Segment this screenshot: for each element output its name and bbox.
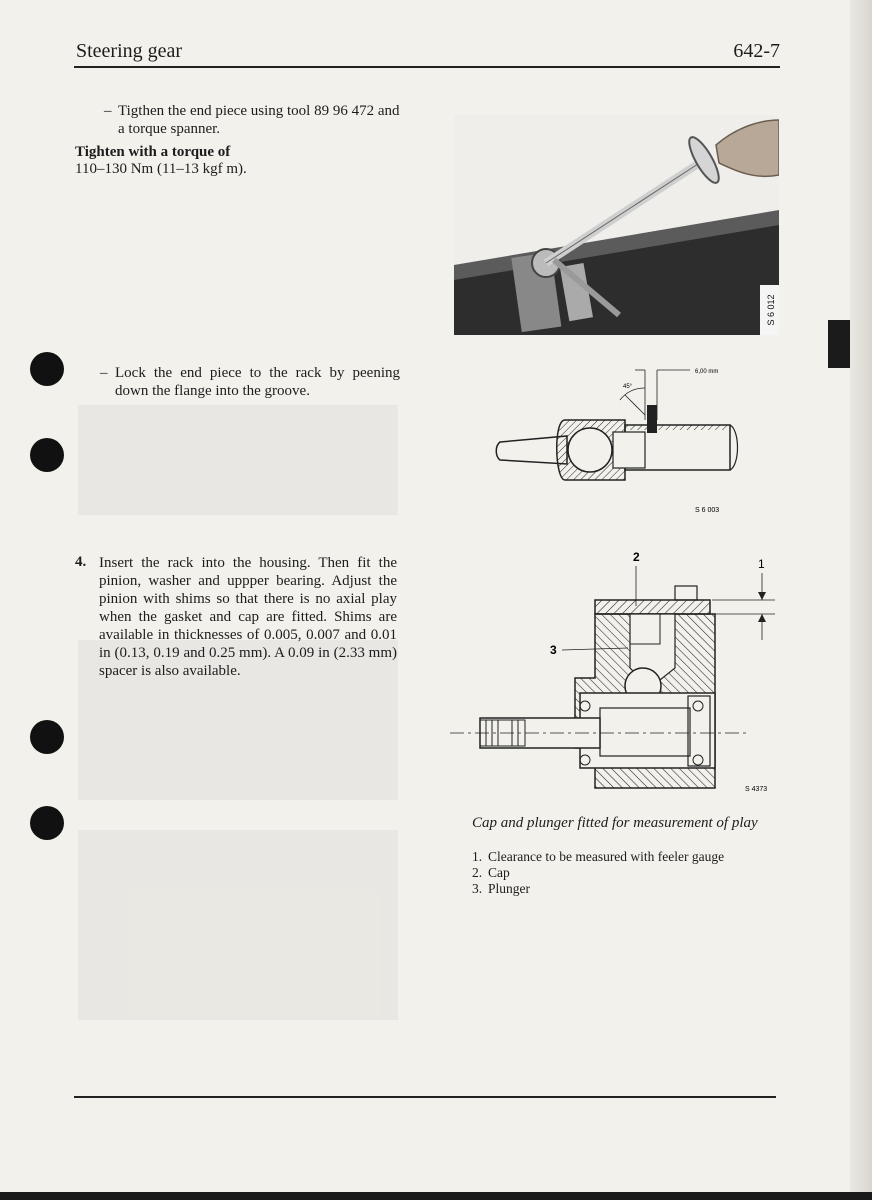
thumb-index-tab bbox=[828, 320, 850, 368]
figure-caption: Cap and plunger fitted for measurement of play bbox=[472, 815, 758, 831]
legend-item: 1. Clearance to be measured with feeler gauge bbox=[472, 849, 725, 864]
diagram-code: S 6 003 bbox=[695, 507, 720, 514]
callout-2: 2 bbox=[633, 550, 640, 564]
figure-legend bbox=[472, 849, 724, 897]
photo-code: S 6 012 bbox=[766, 294, 776, 326]
header-rule bbox=[74, 66, 780, 68]
page-edge bbox=[850, 0, 872, 1200]
page-title: Steering gear bbox=[76, 40, 183, 62]
page-bottom-edge bbox=[0, 1192, 872, 1200]
step-tighten-text: Tigthen the end piece using tool 89 96 472 and a torque spanner. bbox=[118, 103, 400, 137]
dimension-label: 6,00 mm bbox=[695, 369, 719, 375]
angle-label: 45° bbox=[623, 384, 633, 390]
step4-text: Insert the rack into the housing. Then fit the pinion, washer and uppper bearing. Adjust the pinion with shims so that there is no axial play when the gasket and cap are fitted. Shims are available in thicknesses of 0.005, 0.007 and 0.01 in (0.13, 0.19 and 0.25 mm). A 0.09 in (2.33 mm) spacer is also available. bbox=[99, 555, 397, 679]
show-through-image bbox=[78, 405, 398, 515]
callout-3: 3 bbox=[550, 643, 557, 657]
page-number: 642-7 bbox=[733, 40, 780, 62]
end-piece-diagram bbox=[495, 360, 750, 515]
step-lock-text: Lock the end piece to the rack by peening down the flange into the groove. bbox=[115, 365, 400, 399]
legend-item: 3. Plunger bbox=[472, 881, 530, 896]
footer-rule bbox=[74, 1096, 776, 1098]
binder-hole bbox=[30, 720, 64, 754]
step-number: 4. bbox=[75, 554, 87, 570]
show-through-image bbox=[78, 830, 398, 1020]
legend-item: 2. Cap bbox=[472, 865, 510, 880]
binder-hole bbox=[30, 806, 64, 840]
binder-hole bbox=[30, 438, 64, 472]
torque-label: Tighten with a torque of bbox=[75, 144, 231, 160]
torque-value: 110–130 Nm (11–13 kgf m). bbox=[75, 161, 247, 177]
diagram-code: S 4373 bbox=[745, 786, 768, 793]
callout-1: 1 bbox=[758, 557, 765, 571]
list-dash: – bbox=[100, 365, 108, 381]
binder-hole bbox=[30, 352, 64, 386]
torque-spanner-photo bbox=[454, 115, 779, 335]
cap-plunger-diagram bbox=[450, 548, 780, 798]
list-dash: – bbox=[104, 103, 112, 119]
